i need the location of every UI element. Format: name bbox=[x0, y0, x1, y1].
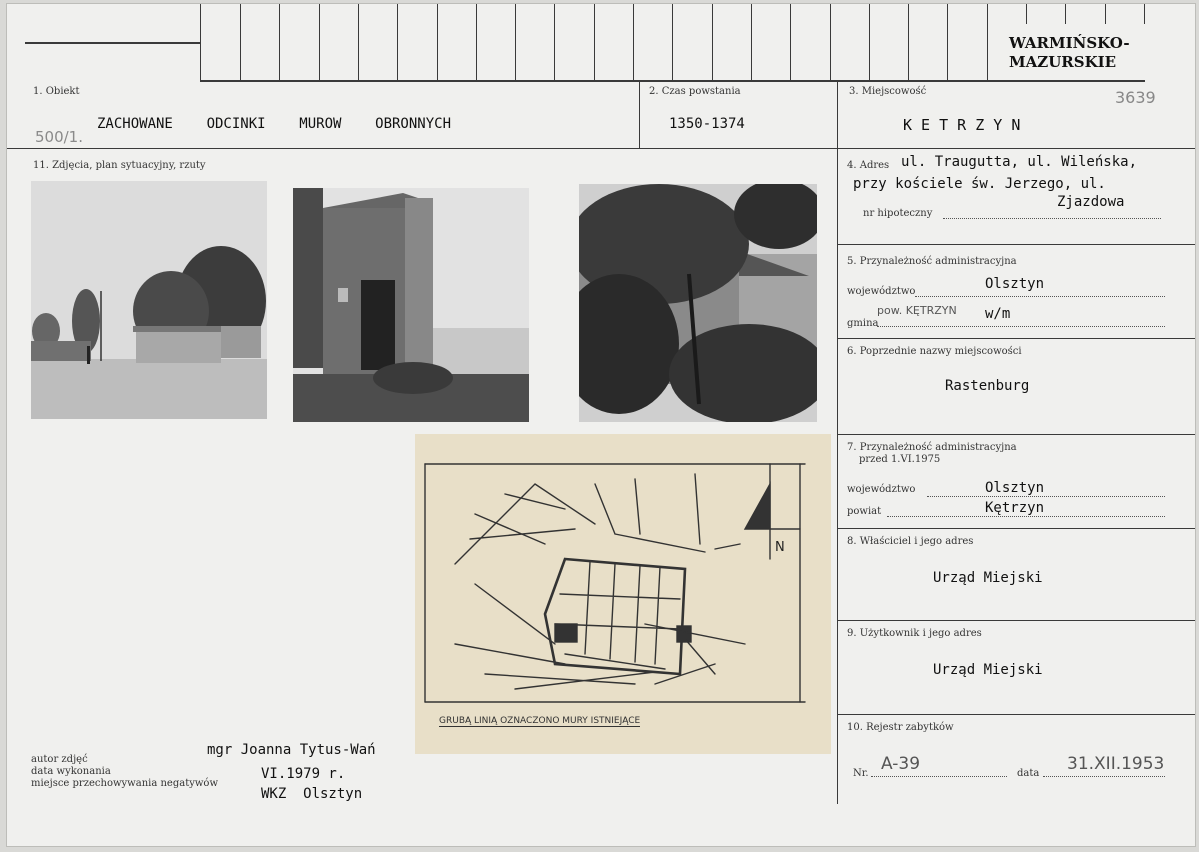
data-wykonania-value: VI.1979 r. bbox=[261, 766, 346, 782]
gmina-label: gmina bbox=[847, 318, 879, 329]
adres-line3: Zjazdowa bbox=[1057, 194, 1125, 210]
grid-tick bbox=[515, 4, 516, 80]
site-plan-map bbox=[415, 434, 831, 754]
grid-tick bbox=[319, 4, 320, 80]
grid-tick bbox=[869, 4, 870, 80]
hipoteczny-label: nr hipoteczny bbox=[863, 208, 933, 219]
grid-tick bbox=[437, 4, 438, 80]
top-number: 3639 bbox=[1115, 88, 1156, 107]
rejestr-nr-value: A-39 bbox=[881, 754, 921, 774]
gmina-handnote: pow. KĘTRZYN bbox=[877, 304, 957, 317]
grid-tick bbox=[790, 4, 791, 80]
miejscowosc-value: K E T R Z Y N bbox=[903, 116, 1021, 134]
rejestr-data-value: 31.XII.1953 bbox=[1067, 754, 1165, 774]
zdjecia-label: 11. Zdjęcia, plan sytuacyjny, rzuty bbox=[33, 160, 206, 171]
negatywy-label: miejsce przechowywania negatywów bbox=[31, 778, 218, 789]
przynaleznosc-label: 5. Przynależność administracyjna bbox=[847, 256, 1017, 267]
grid-tick bbox=[751, 4, 752, 80]
top-grid-bottom bbox=[200, 80, 1145, 82]
grid-tick bbox=[830, 4, 831, 80]
region-name: WARMIŃSKO- MAZURSKIE bbox=[1009, 34, 1130, 71]
grid-tick bbox=[987, 4, 988, 80]
inventory-card bbox=[6, 3, 1196, 847]
grid-tick bbox=[594, 4, 595, 80]
przynaleznosc-1975-label: 7. Przynależność administracyjna bbox=[847, 442, 1017, 453]
grid-tick bbox=[554, 4, 555, 80]
adres-line2: przy kościele św. Jerzego, ul. bbox=[853, 176, 1106, 192]
wojewodztwo-1975-value: Olsztyn bbox=[985, 480, 1045, 496]
autor-value: mgr Joanna Tytus-Wań bbox=[207, 742, 376, 758]
grid-tick bbox=[476, 4, 477, 80]
grid-tick bbox=[397, 4, 398, 80]
grid-tick bbox=[633, 4, 634, 80]
map-caption: GRUBĄ LINIĄ OZNACZONO MURY ISTNIEJĄCE bbox=[439, 716, 641, 726]
adres-line1: ul. Traugutta, ul. Wileńska, bbox=[901, 154, 1138, 170]
rejestr-label: 10. Rejestr zabytków bbox=[847, 722, 954, 733]
photo-street bbox=[31, 181, 267, 419]
data-wykonania-label: data wykonania bbox=[31, 766, 111, 777]
miejscowosc-label: 3. Miejscowość bbox=[849, 86, 927, 97]
wlasciciel-value: Urząd Miejski bbox=[933, 570, 1043, 586]
negatywy-value: WKZ Olsztyn bbox=[261, 786, 363, 802]
grid-tick bbox=[908, 4, 909, 80]
powiat-label: powiat bbox=[847, 506, 882, 517]
photo-wall-tree bbox=[579, 184, 817, 422]
rejestr-data-label: data bbox=[1017, 768, 1040, 779]
rejestr-nr-label: Nr. bbox=[853, 768, 869, 779]
autor-label: autor zdjęć bbox=[31, 754, 88, 765]
uzytkownik-label: 9. Użytkownik i jego adres bbox=[847, 628, 982, 639]
grid-tick bbox=[1026, 4, 1027, 24]
grid-tick bbox=[672, 4, 673, 80]
grid-tick bbox=[1105, 4, 1106, 24]
top-rule bbox=[25, 42, 200, 44]
obiekt-label: 1. Obiekt bbox=[33, 86, 80, 97]
right-column-divider bbox=[837, 82, 838, 804]
grid-tick bbox=[358, 4, 359, 80]
grid-tick bbox=[1144, 4, 1145, 24]
wojewodztwo-1975-label: województwo bbox=[847, 484, 916, 495]
poprzednie-value: Rastenburg bbox=[945, 378, 1030, 394]
gmina-value: w/m bbox=[985, 306, 1011, 322]
row1-bottom bbox=[7, 148, 1195, 149]
przynaleznosc-1975-date: przed 1.VI.1975 bbox=[859, 454, 941, 465]
uzytkownik-value: Urząd Miejski bbox=[933, 662, 1043, 678]
north-label: N bbox=[775, 540, 785, 555]
grid-tick bbox=[947, 4, 948, 80]
czas-value: 1350-1374 bbox=[669, 116, 745, 132]
wlasciciel-label: 8. Właściciel i jego adres bbox=[847, 536, 974, 547]
wojewodztwo-label: województwo bbox=[847, 286, 916, 297]
wojewodztwo-value: Olsztyn bbox=[985, 276, 1045, 292]
photo-tower bbox=[293, 188, 529, 422]
grid-tick bbox=[240, 4, 241, 80]
grid-tick bbox=[712, 4, 713, 80]
powiat-value: Kętrzyn bbox=[985, 500, 1045, 516]
czas-label: 2. Czas powstania bbox=[649, 86, 741, 97]
poprzednie-label: 6. Poprzednie nazwy miejscowości bbox=[847, 346, 1022, 357]
adres-label: 4. Adres bbox=[847, 160, 890, 171]
obiekt-handnote: 500/1. bbox=[35, 128, 83, 146]
obiekt-value: ZACHOWANE ODCINKI MUROW OBRONNYCH bbox=[97, 116, 452, 132]
grid-tick bbox=[279, 4, 280, 80]
grid-tick bbox=[1065, 4, 1066, 24]
